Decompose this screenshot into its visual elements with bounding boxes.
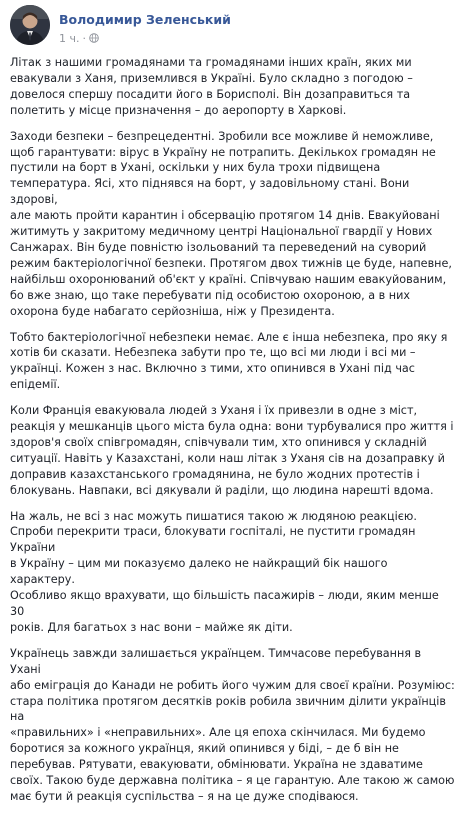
post-paragraph: Українець завжди залишається українцем. Тимчасове перебування в Ухані або еміграція до Канади не робить його чужим для своєї країни. Розуміюс: стара політика протягом десятків років робила звичним ділити українців на «правильних» і «неправильних». Але ця епоха скінчилася. Ми будемо боротися за кожного українця, який опинився у біді, – де б він не перебував. Рятувати, евакуювати, обмінювати. Україна не здаватиме своїх. Такою буде державна політика – я це гарантую. Але такою ж самою має бути й реакція суспільства – я на це дуже сподіваюся. [10,646,455,803]
post-paragraph: Літак з нашими громадянами та громадянами інших країн, яких ми евакували з Ханя, приземлився в Україні. Було складно з погодою – довелося спершу посадити його в Борисполі. Він дозаправиться та полетить у місце призначення – до аеропорту в Харкові. [10,56,413,117]
post-timestamp[interactable]: 1 ч. [59,32,80,45]
author-name[interactable]: Володимир Зеленський [59,12,231,27]
post-body [10,55,455,815]
post-paragraph: Тобто бактеріологічної небезпеки немає. Але є інша небезпека, про яку я хотів би сказати. Небезпека забути про те, що всі ми люди і всі ми – українці. Кожен з нас. Включно з тими, хто опинився в Ухані під час епідемії. [10,330,448,392]
meta-separator: · [82,32,86,45]
post-meta [59,32,99,45]
avatar[interactable] [10,5,50,45]
post-paragraph: Коли Франція евакуювала людей з Уханя і їх привезли в одне з міст, реакція у мешканців цього міста була одна: вони турбувалися про життя і здоров'я своїх співгромадян, співчували тим, хто опинився у складній ситуації. Навіть у Казахстані, коли наш літак з Уханя сів на дозаправку й доправив казахстанського громадянина, не було жодних протестів і блокувань. Навпаки, всі дякували й раділи, що людина нарешті вдома. [10,404,454,497]
post-paragraph: Заходи безпеки – безпрецедентні. Зробили все можливе й неможливе, щоб гарантувати: вірус в Україну не потрапить. Декількох громадян не пустили на борт в Ухані, оскільки у них була трохи підвищена температура. Ясі, хто піднявся на борт, у задовільному стані. Вони здорові, але мають пройти карантин і обсервацію протягом 14 днів. Евакуйовані житимуть у закритому медичному центрі Національної гвардії у Нових Санжарах. Він буде повністю ізольований та переведений на суворий режим бактеріологічної безпеки. Протягом двох тижнів це буде, напевне, найбільш охоронюваний об'єкт у країні. Співчуваю нашим евакуйованим, бо вже знаю, що таке перебувати під особистою охороною, а в них охорона буде набагато серйознішa, ніж у Президента. [10,129,452,318]
globe-icon [89,33,99,43]
post-paragraph: На жаль, не всі з нас можуть пишатися такою ж людяною реакцією. Спроби перекрити траси, блокувати госпіталі, не пустити громадян України в Україну – цим ми показуємо далеко не найкращий бік нашого характеру. Особливо якщо врахувати, що більшість пасажирів – люди, яким менше 30 років. Для багатьох з нас вони – майже як діти. [10,509,439,634]
post-header [10,5,455,49]
